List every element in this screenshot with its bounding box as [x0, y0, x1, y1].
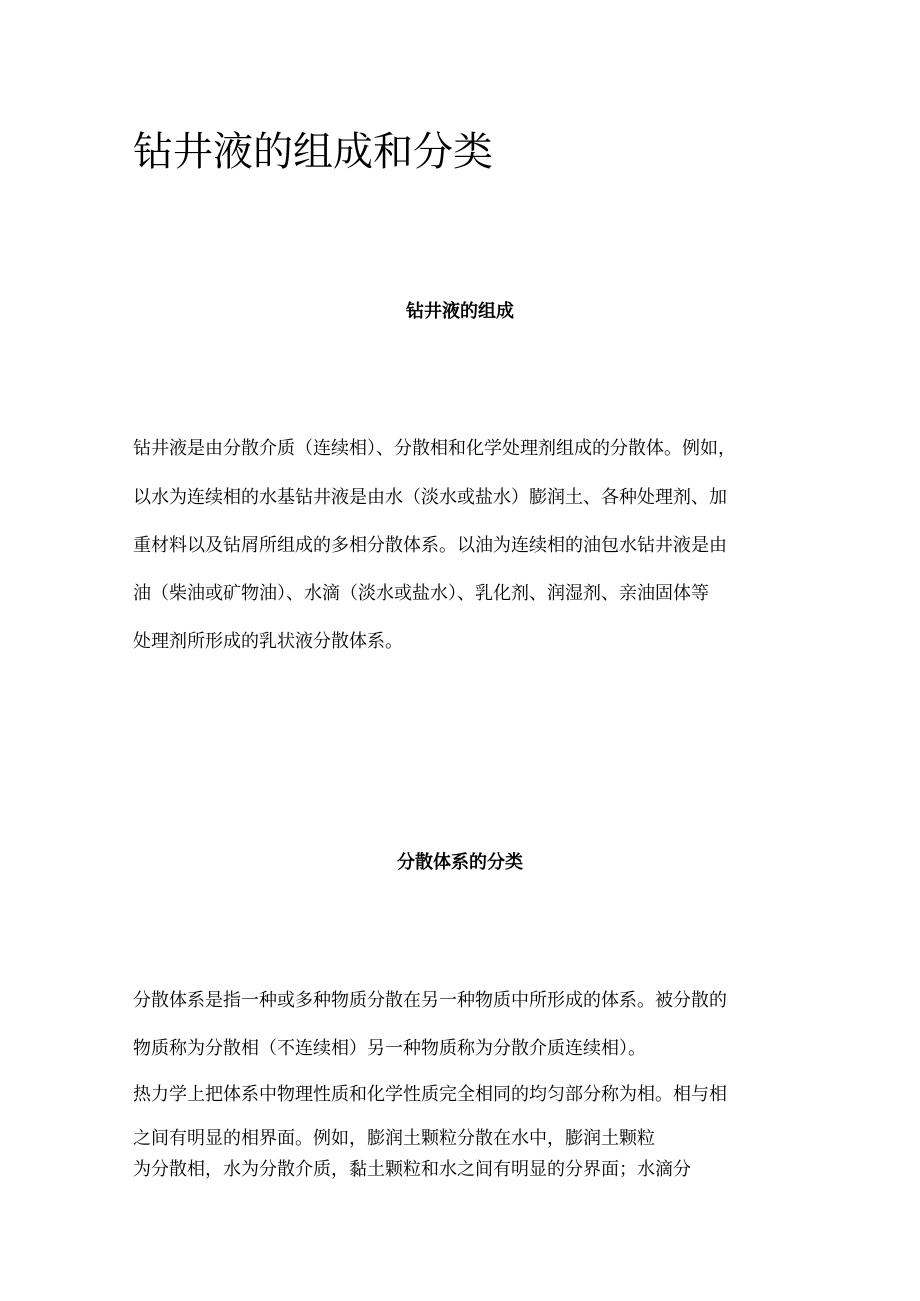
section-heading-composition: 钻井液的组成	[406, 301, 514, 322]
paragraph-line: 分散体系是指一种或多种物质分散在另一种物质中所形成的体系。被分散的	[133, 990, 727, 1011]
paragraph-line: 处理剂所形成的乳状液分散体系。	[133, 631, 403, 652]
paragraph-line: 以水为连续相的水基钻井液是由水（淡水或盐水）膨润土、各种处理剂、加	[133, 487, 727, 508]
paragraph-line: 钻井液是由分散介质（连续相）、分散相和化学处理剂组成的分散体。例如，	[133, 438, 736, 459]
document-title: 钻井液的组成和分类	[133, 129, 493, 175]
paragraph-line: 热力学上把体系中物理性质和化学性质完全相同的均匀部分称为相。相与相	[133, 1084, 727, 1105]
paragraph-line: 之间有明显的相界面。例如，膨润土颗粒分散在水中，膨润土颗粒	[133, 1128, 655, 1149]
paragraph-line: 重材料以及钻屑所组成的多相分散体系。以油为连续相的油包水钻井液是由	[133, 535, 727, 556]
paragraph-line: 为分散相，水为分散介质，黏土颗粒和水之间有明显的分界面；水滴分	[133, 1159, 691, 1180]
section-heading-classification: 分散体系的分类	[397, 852, 523, 873]
paragraph-line: 物质称为分散相（不连续相）另一种物质称为分散介质连续相）。	[133, 1038, 646, 1059]
paragraph-line: 油（柴油或矿物油）、水滴（淡水或盐水）、乳化剂、润湿剂、亲油固体等	[133, 583, 709, 604]
